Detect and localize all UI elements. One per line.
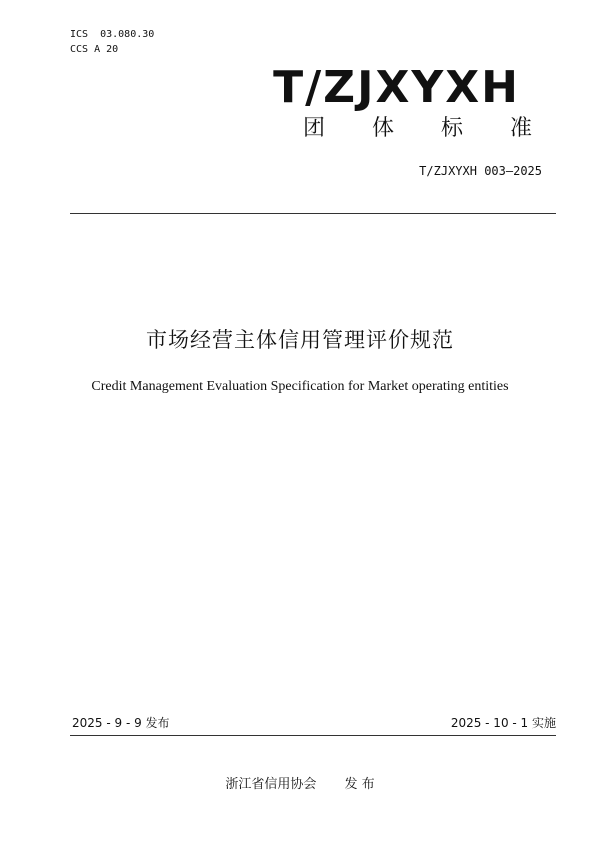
ics-code: ICS 03.080.30 [70, 29, 155, 40]
standard-number: T/ZJXYXH 003—2025 [419, 164, 542, 178]
issuer-action: 发 布 [344, 777, 375, 792]
standard-type: 团 体 标 准 [303, 116, 552, 141]
bottom-divider [70, 735, 556, 736]
organization-code: T/ZJXYXH [273, 62, 520, 113]
publish-date: 2025 - 9 - 9 发布 [72, 716, 170, 730]
top-divider [70, 213, 556, 214]
ccs-code: CCS A 20 [70, 44, 119, 55]
implementation-date: 2025 - 10 - 1 实施 [450, 716, 556, 730]
document-title-chinese: 市场经营主体信用管理评价规范 [146, 328, 454, 352]
classification-codes [70, 27, 154, 57]
issuer-name: 浙江省信用协会 [225, 777, 317, 792]
issuer-line [0, 776, 600, 794]
document-title-english: Credit Management Evaluation Specification for Market operating entities [91, 379, 509, 394]
